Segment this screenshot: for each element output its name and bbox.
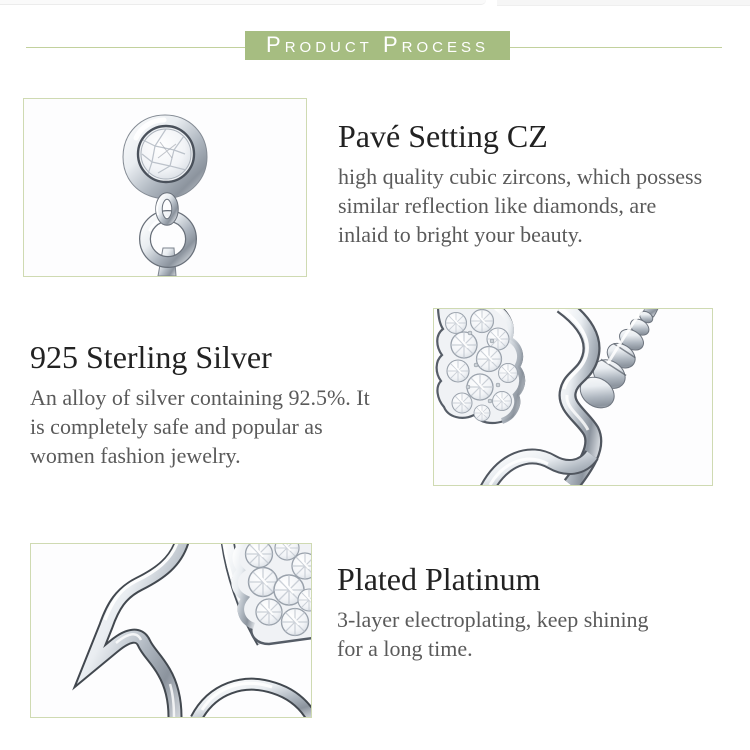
lower-arc <box>196 683 311 717</box>
cz-bezel-illustration <box>24 99 306 276</box>
product-photo-cz-bezel <box>23 98 307 277</box>
pave-cluster <box>233 544 311 644</box>
section-description <box>30 383 370 470</box>
section-description <box>338 162 702 249</box>
section-description <box>337 605 649 663</box>
pave-mane <box>437 309 525 423</box>
section-desc-line: is completely safe and popular as <box>30 414 323 439</box>
section-title: Plated Platinum <box>337 561 541 597</box>
header-title: Product Process <box>266 32 489 57</box>
product-photo-unicorn-detail <box>433 308 713 486</box>
header-badge <box>245 31 510 60</box>
product-photo-unicorn-head <box>30 543 312 718</box>
section-desc-line: for a long time. <box>337 636 473 661</box>
section-title: 925 Sterling Silver <box>30 339 272 375</box>
section-desc-line: 3-layer electroplating, keep shining <box>337 607 649 632</box>
section-925-sterling-silver <box>30 338 370 470</box>
section-desc-line: similar reflection like diamonds, are <box>338 193 657 218</box>
section-desc-line: high quality cubic zircons, which possess <box>338 164 703 189</box>
section-title: Pavé Setting CZ <box>338 118 548 154</box>
unicorn-head-illustration <box>31 544 311 717</box>
unicorn-detail-illustration <box>434 309 712 485</box>
section-pave-setting-cz <box>338 117 702 249</box>
section-desc-line: An alloy of silver containing 92.5%. It <box>30 385 370 410</box>
section-plated-platinum <box>337 560 649 663</box>
section-desc-line: women fashion jewelry. <box>30 443 241 468</box>
section-desc-line: inlaid to bright your beauty. <box>338 222 583 247</box>
top-edge-divider-left <box>0 0 486 5</box>
head-outline-curve <box>90 544 183 717</box>
top-edge-divider-right <box>497 0 750 6</box>
